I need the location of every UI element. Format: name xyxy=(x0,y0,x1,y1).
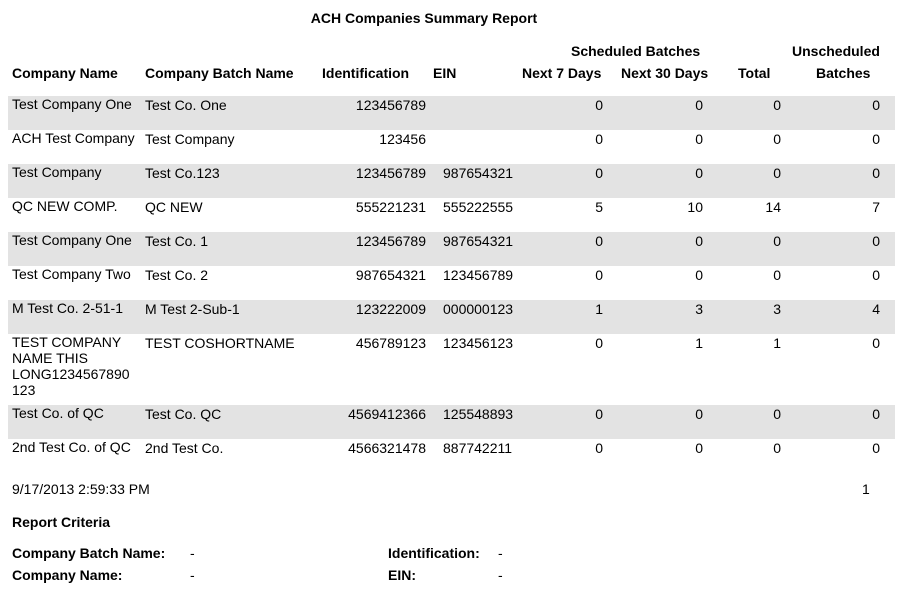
header-company-batch-name: Company Batch Name xyxy=(145,65,294,81)
cell-next-30-days: 0 xyxy=(695,440,703,456)
cell-ein: 987654321 xyxy=(443,165,514,181)
cell-next-7-days: 0 xyxy=(595,267,603,283)
cell-company-batch-name: Test Co.123 xyxy=(145,165,220,181)
cell-total: 0 xyxy=(773,165,781,181)
criteria-identification-label: Identification: xyxy=(388,545,480,561)
cell-unscheduled: 0 xyxy=(872,165,880,181)
cell-identification: 123456789 xyxy=(355,165,426,181)
cell-unscheduled: 7 xyxy=(872,199,880,215)
cell-company-batch-name: Test Co. QC xyxy=(145,406,222,422)
cell-next-30-days: 1 xyxy=(695,335,703,351)
cell-company-batch-name: Test Co. 2 xyxy=(145,267,209,283)
table-row xyxy=(8,232,895,266)
cell-total: 3 xyxy=(773,301,781,317)
cell-next-7-days: 0 xyxy=(595,440,603,456)
cell-company-batch-name: M Test 2-Sub-1 xyxy=(145,301,240,317)
cell-identification: 4569412366 xyxy=(348,406,426,422)
cell-company-name: M Test Co. 2-51-1 xyxy=(12,300,124,316)
cell-ein: 123456789 xyxy=(443,267,514,283)
cell-total: 0 xyxy=(773,440,781,456)
cell-next-30-days: 3 xyxy=(695,301,703,317)
cell-company-name: QC NEW COMP. xyxy=(12,198,118,214)
criteria-ein-value: - xyxy=(498,567,503,583)
report-title: ACH Companies Summary Report xyxy=(310,10,538,26)
cell-total: 0 xyxy=(773,267,781,283)
header-next-30-days: Next 30 Days xyxy=(621,65,709,81)
cell-company-name: TEST COMPANY NAME THIS LONG1234567890 123 xyxy=(12,334,130,398)
cell-company-batch-name: Test Company xyxy=(145,131,235,147)
cell-company-batch-name: 2nd Test Co. xyxy=(145,440,224,456)
cell-next-7-days: 0 xyxy=(595,165,603,181)
cell-next-7-days: 0 xyxy=(595,97,603,113)
cell-unscheduled: 0 xyxy=(872,335,880,351)
criteria-batch-name-label: Company Batch Name: xyxy=(12,545,166,561)
cell-next-7-days: 0 xyxy=(595,406,603,422)
cell-identification: 123222009 xyxy=(355,301,426,317)
cell-total: 0 xyxy=(773,233,781,249)
cell-next-7-days: 0 xyxy=(595,131,603,147)
cell-ein: 123456123 xyxy=(443,335,514,351)
cell-unscheduled: 0 xyxy=(872,97,880,113)
table-row xyxy=(8,334,895,405)
cell-identification: 123456 xyxy=(379,131,426,147)
cell-next-30-days: 0 xyxy=(695,406,703,422)
cell-next-7-days: 1 xyxy=(595,301,603,317)
table-row xyxy=(8,300,895,334)
cell-total: 1 xyxy=(773,335,781,351)
criteria-identification-value: - xyxy=(498,545,503,561)
cell-identification: 4566321478 xyxy=(348,440,426,456)
report-timestamp: 9/17/2013 2:59:33 PM xyxy=(12,481,150,497)
cell-next-30-days: 0 xyxy=(695,233,703,249)
cell-ein: 555222555 xyxy=(443,199,514,215)
cell-company-name: Test Company One xyxy=(12,96,132,112)
header-total: Total xyxy=(738,65,771,81)
table-row xyxy=(8,198,895,232)
table-row xyxy=(8,266,895,300)
cell-ein: 887742211 xyxy=(443,440,513,456)
cell-next-7-days: 0 xyxy=(595,233,603,249)
cell-next-30-days: 10 xyxy=(687,199,703,215)
page-number: 1 xyxy=(862,481,870,497)
header-next-7-days: Next 7 Days xyxy=(522,65,602,81)
header-unscheduled-line1: Unscheduled xyxy=(792,43,880,59)
cell-company-name: Test Company One xyxy=(12,232,132,248)
cell-unscheduled: 0 xyxy=(872,406,880,422)
header-scheduled-batches: Scheduled Batches xyxy=(571,43,701,59)
report-criteria-title: Report Criteria xyxy=(12,514,111,530)
cell-total: 0 xyxy=(773,131,781,147)
cell-next-30-days: 0 xyxy=(695,267,703,283)
cell-company-name: 2nd Test Co. of QC xyxy=(12,439,131,455)
cell-company-batch-name: QC NEW xyxy=(145,199,203,215)
cell-identification: 123456789 xyxy=(355,233,426,249)
cell-next-30-days: 0 xyxy=(695,97,703,113)
table-row xyxy=(8,164,895,198)
cell-unscheduled: 4 xyxy=(872,301,880,317)
cell-identification: 987654321 xyxy=(355,267,426,283)
cell-next-30-days: 0 xyxy=(695,165,703,181)
table-row xyxy=(8,130,895,164)
cell-identification: 123456789 xyxy=(355,97,426,113)
cell-identification: 555221231 xyxy=(355,199,426,215)
cell-next-7-days: 0 xyxy=(595,335,603,351)
cell-ein: 125548893 xyxy=(443,406,514,422)
cell-identification: 456789123 xyxy=(355,335,426,351)
criteria-company-name-label: Company Name: xyxy=(12,567,123,583)
table-row xyxy=(8,405,895,439)
cell-next-7-days: 5 xyxy=(595,199,603,215)
cell-unscheduled: 0 xyxy=(872,440,880,456)
cell-total: 14 xyxy=(765,199,781,215)
cell-unscheduled: 0 xyxy=(872,233,880,249)
report-table-body xyxy=(8,96,895,473)
header-company-name: Company Name xyxy=(12,65,118,81)
criteria-ein-label: EIN: xyxy=(388,567,416,583)
criteria-company-name-value: - xyxy=(190,567,195,583)
cell-company-batch-name: Test Co. One xyxy=(145,97,227,113)
cell-total: 0 xyxy=(773,406,781,422)
cell-unscheduled: 0 xyxy=(872,267,880,283)
criteria-batch-name-value: - xyxy=(190,545,195,561)
table-row xyxy=(8,96,895,130)
cell-company-name: Test Company xyxy=(12,164,102,180)
header-identification: Identification xyxy=(322,65,410,81)
cell-company-name: ACH Test Company xyxy=(12,130,135,146)
cell-company-batch-name: TEST COSHORTNAME xyxy=(145,335,295,351)
header-unscheduled-line2: Batches xyxy=(816,65,871,81)
cell-unscheduled: 0 xyxy=(872,131,880,147)
cell-company-name: Test Company Two xyxy=(12,266,131,282)
table-row xyxy=(8,439,895,473)
cell-company-name: Test Co. of QC xyxy=(12,405,104,421)
cell-total: 0 xyxy=(773,97,781,113)
cell-next-30-days: 0 xyxy=(695,131,703,147)
header-ein: EIN xyxy=(433,65,457,81)
cell-ein: 987654321 xyxy=(443,233,514,249)
cell-company-batch-name: Test Co. 1 xyxy=(145,233,209,249)
cell-ein: 000000123 xyxy=(443,301,514,317)
